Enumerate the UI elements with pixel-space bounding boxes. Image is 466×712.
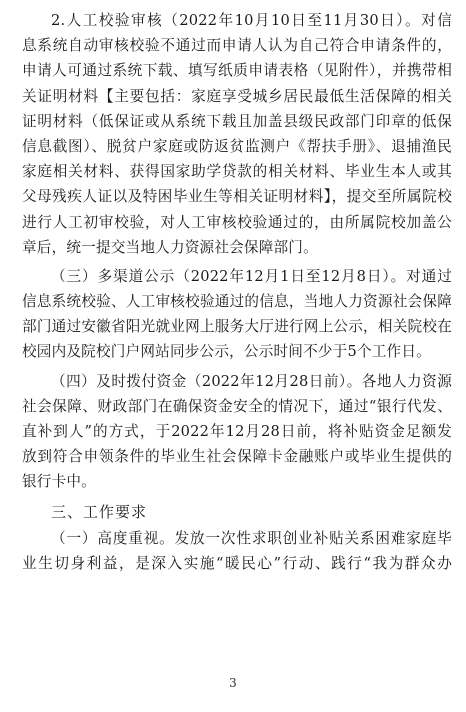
text-line: 进行人工初审校验，对人工审核校验通过的，由所属院校加盖公 — [22, 213, 452, 231]
text-line: 关证明材料【主要包括：家庭享受城乡居民最低生活保障的相关 — [22, 87, 452, 105]
paragraph-high-priority — [22, 526, 452, 576]
text-line: 银行卡中。 — [22, 473, 96, 491]
text-line: 证明材料（低保证或从系统下载且加盖县级民政部门印章的低保 — [22, 112, 452, 130]
text-line: 直补到人”的方式，于2022年12月28日前，将补贴资金足额发 — [22, 423, 452, 440]
text-line: 校园内及院校门户网站同步公示，公示时间不少于5个工作日。 — [22, 343, 431, 361]
text-line: 部门通过安徽省阳光就业网上服务大厅进行网上公示，相关院校在 — [22, 318, 452, 336]
text-line: 放到符合申领条件的毕业生社会保障卡金融账户或毕业生提供的 — [22, 448, 452, 466]
paragraph-public-notice — [22, 264, 452, 365]
text-line: （三）多渠道公示（2022年12月1日至12月8日）。对通过 — [51, 267, 452, 285]
text-line: 社会保障、财政部门在确保资金安全的情况下，通过“银行代发、 — [22, 397, 452, 415]
text-line: 家庭相关材料、获得国家助学贷款的相关材料、毕业生本人或其 — [22, 163, 452, 181]
text-line: 息系统自动审核校验不通过而申请人认为自己符合申请条件的， — [22, 37, 452, 55]
text-line: 父母残疾人证以及特困毕业生等相关证明材料】，提交至所属院校 — [22, 188, 452, 206]
text-line: 申请人可通过系统下载、填写纸质申请表格（见附件），并携带相 — [22, 62, 452, 80]
section-heading: 三、工作要求 — [51, 502, 148, 521]
text-line: 2.人工校验审核（2022年10月10日至11月30日）。对信 — [51, 12, 452, 29]
text-line: 章后，统一提交当地人力资源社会保障部门。 — [22, 238, 318, 256]
page-number: 3 — [229, 676, 237, 690]
text-line: （四）及时拨付资金（2022年12月28日前）。各地人力资源 — [51, 372, 452, 390]
text-line: （一）高度重视。发放一次性求职创业补贴关系困难家庭毕 — [51, 529, 452, 547]
text-line: 信息系统校验、人工审核校验通过的信息，当地人力资源社会保障 — [22, 293, 452, 311]
paragraph-manual-review — [22, 8, 452, 260]
text-line: 业生切身利益，是深入实施“暖民心”行动、践行“我为群众办 — [22, 554, 452, 572]
text-line: 信息截图）、脱贫户家庭或防返贫监测户《帮扶手册》、退捕渔民 — [22, 137, 452, 155]
paragraph-fund-disbursement — [22, 369, 452, 495]
